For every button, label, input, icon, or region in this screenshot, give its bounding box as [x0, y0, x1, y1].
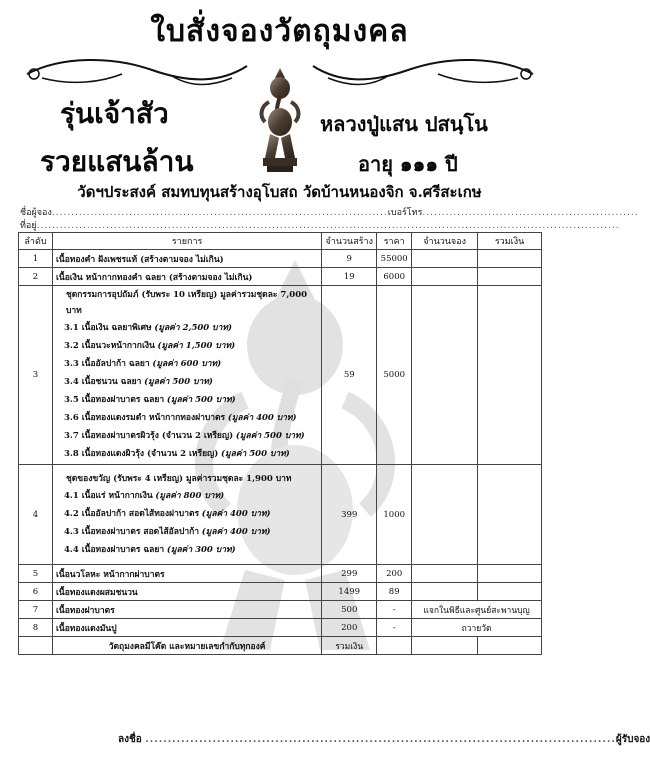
table-row [19, 250, 542, 268]
phone-field-label: เบอร์โทร [387, 208, 423, 218]
row-no: 1 [19, 250, 53, 268]
col-header-no: ลำดับ [19, 233, 53, 250]
row-item: เนื้อนวโลหะ หน้ากากผ่าบาตร [52, 565, 321, 583]
row-qty: 1499 [322, 583, 377, 601]
name-phone-field-row[interactable] [20, 205, 639, 219]
footer-empty-cell [412, 637, 478, 655]
row-qty: 299 [322, 565, 377, 583]
row-order-qty-cell[interactable] [412, 286, 478, 465]
footer-empty-cell [377, 637, 412, 655]
set-heading: ชุดของขวัญ (รับพระ 4 เหรียญ) มูลค่ารวมชุดละ 1,900 บาท [65, 473, 292, 484]
series-name-line1: รุ่นเจ้าสัว [60, 97, 169, 130]
table-row [19, 583, 542, 601]
table-row [19, 286, 542, 465]
address-field-row[interactable] [20, 218, 620, 232]
row-qty: 19 [322, 268, 377, 286]
subitem: 3.4 เนื้อชนวน ฉลยา (มูลค่า 500 บาท) [63, 377, 213, 387]
row-no: 6 [19, 583, 53, 601]
row-price: 200 [377, 565, 412, 583]
row-price: - [377, 619, 412, 637]
row-order-qty-cell[interactable] [412, 268, 478, 286]
ganesha-statue-image [255, 66, 305, 180]
row-item-set [52, 286, 321, 465]
table-row [19, 565, 542, 583]
row-qty: 200 [322, 619, 377, 637]
signature-line[interactable] [118, 732, 650, 747]
row-price: - [377, 601, 412, 619]
row-order-qty-cell[interactable] [412, 565, 478, 583]
table-row [19, 268, 542, 286]
series-name-line2: รวยแสนล้าน [40, 145, 194, 178]
row-order-qty-cell[interactable] [412, 465, 478, 565]
row-qty: 500 [322, 601, 377, 619]
table-row [19, 601, 542, 619]
grand-total-cell[interactable] [478, 637, 542, 655]
row-price: 1000 [377, 465, 412, 565]
subitem: 4.4 เนื้อทองฝาบาตร ฉลยา (มูลค่า 300 บาท) [63, 544, 236, 555]
subitem-list [64, 487, 318, 559]
col-header-qty: จำนวนสร้าง [322, 233, 377, 250]
row-note: แจกในพิธีและศูนย์สะพานบุญ [412, 601, 542, 619]
row-qty: 399 [322, 465, 377, 565]
subitem: 3.2 เนื้อนวะหน้ากากเงิน (มูลค่า 1,500 บาท) [63, 341, 236, 351]
signer-label: ผู้รับจอง [615, 734, 650, 745]
row-total-cell[interactable] [478, 565, 542, 583]
subitem: 3.5 เนื้อทองฝาบาตร ฉลยา (มูลค่า 500 บาท) [63, 395, 236, 405]
row-item: เนื้อทองแดงผสมชนวน [52, 583, 321, 601]
subitem: 4.2 เนื้ออัลปาก้า สอดไส้ทองฝาบาตร (มูลค่า 400 บาท) [63, 508, 271, 519]
table-header-row [19, 233, 542, 250]
monk-name: หลวงปู่แสน ปสนฺโน [320, 112, 488, 136]
row-note: ถวายวัด [412, 619, 542, 637]
row-price: 5000 [377, 286, 412, 465]
subitem-list [64, 319, 318, 463]
row-item-set [52, 465, 321, 565]
address-field-label: ที่อยู่ [20, 221, 37, 231]
row-no: 7 [19, 601, 53, 619]
row-total-cell[interactable] [478, 583, 542, 601]
sign-label: ลงชื่อ [118, 734, 142, 745]
monk-age: อายุ ๑๑๑ ปี [358, 152, 458, 176]
row-no: 8 [19, 619, 53, 637]
total-label: รวมเงิน [322, 637, 377, 655]
name-field-dots: ....................................................................................... [51, 208, 388, 218]
row-item: เนื้อเงิน หน้ากากทองคำ ฉลยา (สร้างตามจอง ไม่เกิน) [52, 268, 321, 286]
address-field-dots: ....................................................................................................................................................... [36, 221, 620, 231]
row-no: 3 [19, 286, 53, 465]
form-title: ใบสั่งจองวัตถุมงคล [150, 14, 409, 49]
row-item: เนื้อทองฝาบาตร [52, 601, 321, 619]
row-no: 2 [19, 268, 53, 286]
row-price: 55000 [377, 250, 412, 268]
footer-empty-cell [19, 637, 53, 655]
footer-note: วัตถุมงคลมีโค๊ต และหมายเลขกำกับทุกองค์ [52, 637, 321, 655]
col-header-price: ราคา [377, 233, 412, 250]
right-flourish-ornament [308, 52, 538, 92]
col-header-order-qty: จำนวนจอง [412, 233, 478, 250]
row-order-qty-cell[interactable] [412, 583, 478, 601]
row-qty: 9 [322, 250, 377, 268]
row-no: 4 [19, 465, 53, 565]
set-heading: ชุดกรรมการอุปถัมภ์ (รับพระ 10 เหรียญ) มูลค่ารวมชุดละ 7,000 บาท [65, 290, 308, 316]
table-footer-row [19, 637, 542, 655]
order-table [18, 232, 542, 655]
signature-dots: ......................................................................................................... [145, 734, 616, 745]
row-total-cell[interactable] [478, 268, 542, 286]
subitem: 3.7 เนื้อทองฝาบาตรผิวรุ้ง (จำนวน 2 เหรียญ) (มูลค่า 500 บาท) [63, 431, 305, 441]
subitem: 3.6 เนื้อทองแดงรมดำ หน้ากากทองฝาบาตร (มูลค่า 400 บาท) [63, 413, 297, 423]
subitem: 3.3 เนื้ออัลปาก้า ฉลยา (มูลค่า 600 บาท) [63, 359, 222, 369]
subitem: 4.1 เนื้อแร่ หน้ากากเงิน (มูลค่า 800 บาท) [63, 490, 225, 501]
col-header-total: รวมเงิน [478, 233, 542, 250]
row-item: เนื้อทองแดงมันปู [52, 619, 321, 637]
subitem: 3.1 เนื้อเงิน ฉลยาพิเศษ (มูลค่า 2,500 บาท) [63, 323, 232, 333]
name-field-label: ชื่อผู้จอง [20, 208, 52, 218]
row-item: เนื้อทองคำ ฝังเพชรแท้ (สร้างตามจอง ไม่เกิน) [52, 250, 321, 268]
subitem: 4.3 เนื้อทองฝาบาตร สอดไส้อัลปาก้า (มูลค่า 400 บาท) [63, 526, 271, 537]
row-total-cell[interactable] [478, 465, 542, 565]
subitem: 3.8 เนื้อทองแดงผิวรุ้ง (จำนวน 2 เหรียญ) (มูลค่า 500 บาท) [63, 449, 290, 459]
row-price: 6000 [377, 268, 412, 286]
table-row [19, 465, 542, 565]
row-order-qty-cell[interactable] [412, 250, 478, 268]
row-no: 5 [19, 565, 53, 583]
row-qty: 59 [322, 286, 377, 465]
row-total-cell[interactable] [478, 250, 542, 268]
temple-purpose-line: วัดฯประสงค์ สมทบทุนสร้างอุโบสถ วัดบ้านหนองจิก จ.ศรีสะเกษ [77, 183, 482, 201]
left-flourish-ornament [22, 52, 252, 92]
row-total-cell[interactable] [478, 286, 542, 465]
table-row [19, 619, 542, 637]
phone-field-dots: ........................................................ [422, 208, 639, 218]
row-price: 89 [377, 583, 412, 601]
col-header-item: รายการ [52, 233, 321, 250]
